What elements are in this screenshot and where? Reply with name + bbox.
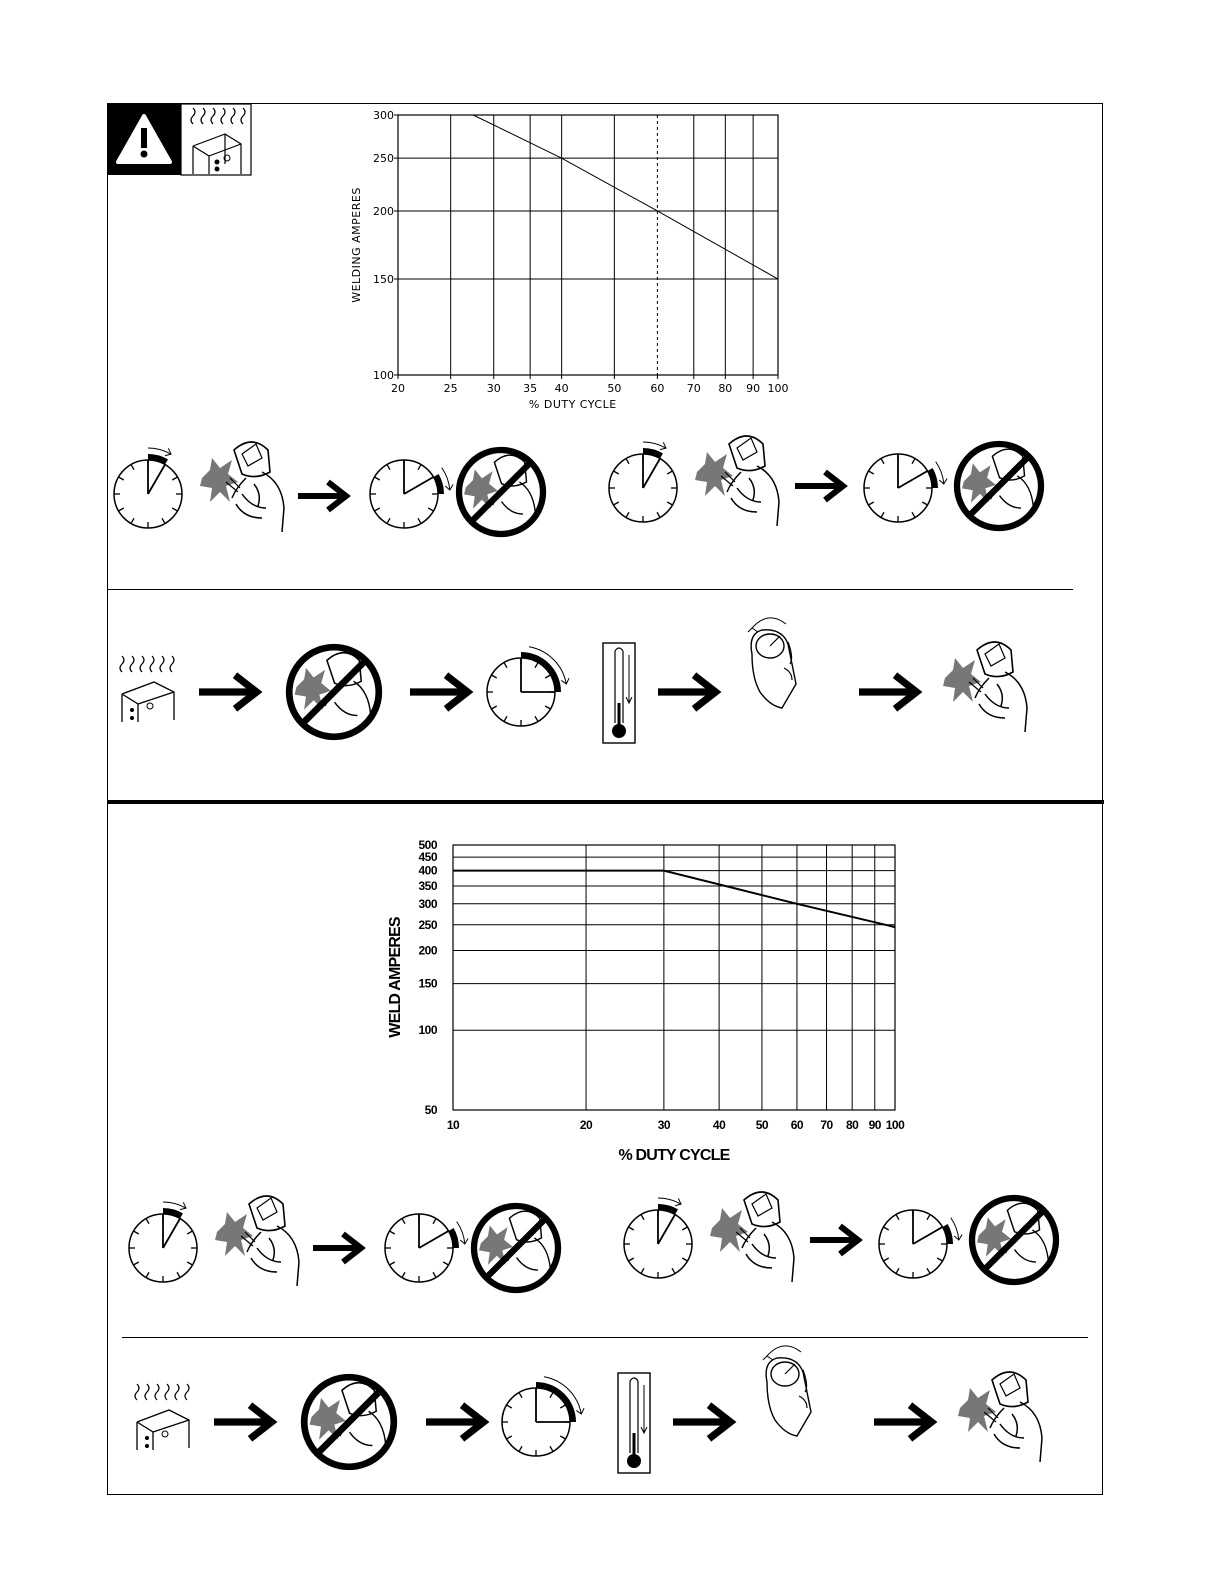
y-axis-label: WELD AMPERES [387,917,404,1038]
x-tick-label: 60 [650,382,665,395]
right-arrow-icon [795,472,843,500]
x-tick-label: 50 [607,382,622,395]
x-tick-label: 60 [790,1118,804,1132]
right-arrow-icon [673,1405,731,1439]
timer-clock-icon [864,454,947,522]
y-tick-label: 100 [373,369,394,382]
timer-clock-icon [502,1377,584,1456]
y-tick-label: 150 [418,976,437,991]
right-arrow-icon [410,675,468,709]
timer-clock-icon [609,442,677,522]
x-tick-label: 100 [885,1118,905,1132]
y-tick-label: 50 [424,1103,437,1117]
y-tick-label: 350 [418,879,437,894]
y-tick-label: 200 [418,943,437,958]
x-tick-label: 80 [845,1118,859,1132]
overheated-unit-icon [120,656,174,722]
x-tick-label: 70 [686,382,701,395]
x-tick-label: 35 [523,382,538,395]
welder-icon [695,436,779,526]
knob-turn-icon [748,618,796,708]
x-tick-label: 40 [712,1118,726,1132]
thermometer-icon [603,643,635,743]
y-tick-label: 100 [418,1023,437,1038]
timer-clock-icon [370,460,453,528]
y-tick-label: 150 [373,273,394,287]
x-tick-label: 25 [443,382,458,395]
x-tick-label: 10 [446,1118,460,1132]
right-arrow-icon [313,1234,361,1262]
x-tick-label: 20 [391,382,405,395]
y-tick-label: 300 [418,896,437,911]
y-tick-label: 500 [418,838,437,852]
no-welding-icon [304,1377,394,1467]
x-axis-label: % DUTY CYCLE [528,398,617,411]
y-tick-label: 200 [373,204,394,218]
y-tick-label: 250 [418,917,437,932]
y-tick-label: 450 [418,850,437,865]
timer-clock-icon [624,1198,692,1278]
welder-icon [958,1372,1042,1462]
y-tick-label: 400 [418,863,437,878]
right-arrow-icon [426,1405,484,1439]
right-arrow-icon [199,675,257,709]
right-arrow-icon [658,675,716,709]
y-axis-label: WELDING AMPERES [350,187,363,303]
x-tick-label: 90 [746,382,761,395]
x-tick-label: 20 [579,1118,593,1132]
x-tick-label: 100 [767,382,789,395]
timer-clock-icon [487,647,569,726]
right-arrow-icon [214,1405,272,1439]
timer-clock-icon [879,1210,962,1278]
x-tick-label: 80 [718,382,733,395]
right-arrow-icon [810,1226,858,1254]
welder-icon [710,1192,794,1282]
welder-icon [215,1196,299,1286]
right-arrow-icon [859,675,917,709]
x-tick-label: 90 [868,1118,881,1132]
overheated-unit-icon [135,1384,189,1450]
no-welding-icon [972,1198,1056,1282]
y-tick-label: 250 [373,152,394,166]
no-welding-icon [474,1206,558,1290]
right-arrow-icon [298,482,346,510]
no-welding-icon [459,450,543,534]
right-arrow-icon [874,1405,932,1439]
x-tick-label: 70 [820,1118,833,1132]
y-tick-label: 300 [373,109,394,122]
x-tick-label: 30 [657,1118,671,1132]
no-welding-icon [289,647,379,737]
timer-clock-icon [114,448,182,528]
timer-clock-icon [129,1202,197,1282]
welder-icon [200,442,284,532]
thermometer-icon [618,1373,650,1473]
timer-clock-icon [385,1214,468,1282]
no-welding-icon [957,444,1041,528]
x-tick-label: 40 [554,382,569,395]
x-tick-label: 50 [755,1118,769,1132]
x-tick-label: 30 [486,382,501,395]
knob-turn-icon [763,1346,811,1436]
x-axis-label: % DUTY CYCLE [618,1147,730,1164]
welder-icon [943,642,1027,732]
